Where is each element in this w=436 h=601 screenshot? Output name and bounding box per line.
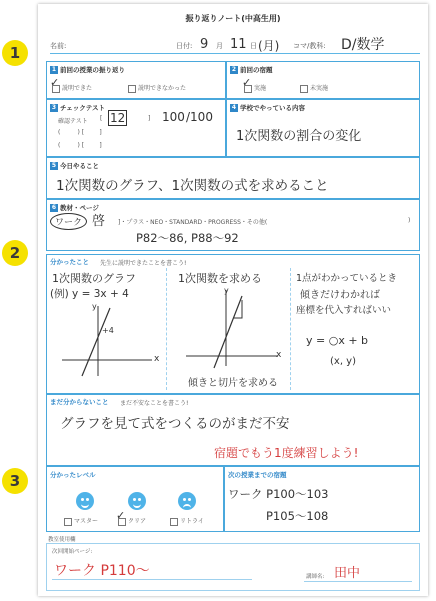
check-test-bracket-close: ]	[148, 115, 151, 122]
day-unit: 日	[250, 42, 257, 50]
date-month: 9	[200, 37, 209, 52]
face-clear-icon	[128, 492, 146, 510]
reflection-note-sheet	[38, 4, 428, 596]
check-test-score: 100	[162, 110, 185, 124]
understood-col3-line2: 傾きだけわかれば	[300, 290, 380, 301]
school-content-label: 4 学校でやっている内容	[231, 104, 305, 112]
previous-lesson-label: 1 前回の授業の振り返り	[51, 66, 125, 74]
understood-col1-point: +4	[102, 326, 114, 335]
previous-homework-label: 2 前回の宿題	[231, 66, 273, 74]
previous-homework-checkmark: ✓	[242, 76, 252, 89]
understood-label: 分かったこと	[50, 258, 89, 266]
understood-col1-axis-y: y	[92, 302, 97, 311]
previous-homework-option-done[interactable]: 実施	[244, 83, 266, 93]
level-option-retry[interactable]: リトライ	[170, 516, 204, 526]
previous-homework-option-not-done[interactable]: 未実施	[300, 83, 328, 93]
materials-options: ]・プラス・NEO・STANDARD・PROGRESS・その他(	[118, 219, 268, 226]
understood-col3-line3: 座標を代入すればいい	[296, 305, 392, 316]
materials-pages: P82〜86, P88〜92	[136, 231, 239, 245]
level-checkmark: ✓	[116, 509, 126, 522]
next-start-page-label: 次回開始ページ:	[52, 549, 93, 555]
face-master-icon	[76, 492, 94, 510]
materials-label: 6 教材・ページ	[51, 204, 99, 212]
materials-circled-work: ワーク	[50, 213, 87, 230]
classroom-use-label: 教室使用欄	[48, 537, 76, 543]
understood-divider-1	[166, 268, 167, 390]
today-content: 1次関数のグラフ、1次関数の式を求めること	[56, 178, 329, 194]
month-unit: 月	[216, 42, 223, 50]
check-test-row-2: ( ) [ ]	[58, 129, 102, 136]
not-yet-understood-hint: まだ不安なことを書こう!	[120, 400, 189, 407]
previous-lesson-checkmark: ✓	[50, 76, 60, 89]
school-content-text: 1次関数の割合の変化	[236, 129, 362, 144]
level-label: 分かったレベル	[50, 471, 96, 479]
understood-col1-graph	[52, 300, 162, 380]
today-label: 5 今日やること	[51, 162, 99, 170]
sheet-title: 振り返りノート(中高生用)	[185, 14, 281, 23]
lecturer-underline	[304, 581, 412, 582]
next-homework-line1: ワーク P100〜103	[228, 487, 329, 501]
materials-close: )	[408, 217, 411, 224]
understood-col3-sub: (x, y)	[330, 356, 356, 367]
check-test-bracket-open: [	[100, 115, 103, 122]
understood-col2-axis-x: x	[276, 350, 282, 360]
section-marker-3: 3	[2, 468, 28, 494]
lecturer-name: 田中	[334, 566, 361, 581]
date-weekday: (月)	[258, 39, 280, 53]
check-test-row-3: ( ) [ ]	[58, 142, 102, 149]
understood-col2-axis-y: y	[224, 286, 229, 295]
understood-col1-title: 1次関数のグラフ	[52, 272, 136, 285]
level-option-clear[interactable]: クリア	[118, 516, 146, 526]
teacher-comment: 宿題でもう1度練習しよう!	[214, 446, 359, 460]
lecturer-label: 講師名:	[306, 574, 325, 580]
understood-divider-2	[290, 268, 291, 390]
face-retry-icon	[178, 492, 196, 510]
level-option-master[interactable]: マスター	[64, 516, 98, 526]
previous-lesson-option-not-explained[interactable]: 説明できなかった	[128, 83, 186, 93]
check-test-bracket-value: 12	[110, 111, 126, 125]
not-yet-understood-label: まだ分からないこと	[50, 398, 109, 406]
name-label: 名前:	[50, 42, 67, 50]
understood-col1-example: (例) y = 3x + 4	[50, 288, 129, 300]
understood-col2-caption: 傾きと切片を求める	[188, 378, 278, 389]
koma-subject-label: コマ/教科:	[293, 42, 326, 50]
not-yet-understood-content: グラフを見て式をつくるのがまだ不安	[60, 416, 290, 432]
check-test-name: 確認テスト	[58, 118, 88, 125]
date-day: 11	[230, 37, 247, 52]
understood-col1-axis-x: x	[154, 354, 160, 364]
date-label: 日付:	[176, 42, 193, 50]
section-marker-2: 2	[2, 240, 28, 266]
previous-lesson-option-explained[interactable]: 説明できた	[52, 83, 92, 93]
understood-hint: 先生に説明できたことを書こう!	[100, 260, 187, 267]
understood-col2-graph	[178, 286, 286, 370]
next-start-page-underline	[52, 579, 252, 580]
next-homework-line2: P105〜108	[266, 509, 329, 523]
understood-col3-formula: y = ○x + b	[306, 334, 369, 347]
materials-kanji: 啓	[92, 214, 106, 229]
next-homework-label: 次の授業までの宿題	[228, 471, 287, 479]
check-test-total: /100	[186, 110, 213, 124]
understood-col3-line1: 1点がわかっているとき	[296, 273, 398, 284]
check-test-label: 3 チェックテスト	[51, 104, 106, 112]
koma-subject-value: D/数学	[341, 37, 385, 53]
understood-col2-title: 1次関数を求める	[178, 272, 262, 285]
section-marker-1: 1	[2, 40, 28, 66]
next-start-page-value: ワーク P110〜	[54, 563, 150, 579]
